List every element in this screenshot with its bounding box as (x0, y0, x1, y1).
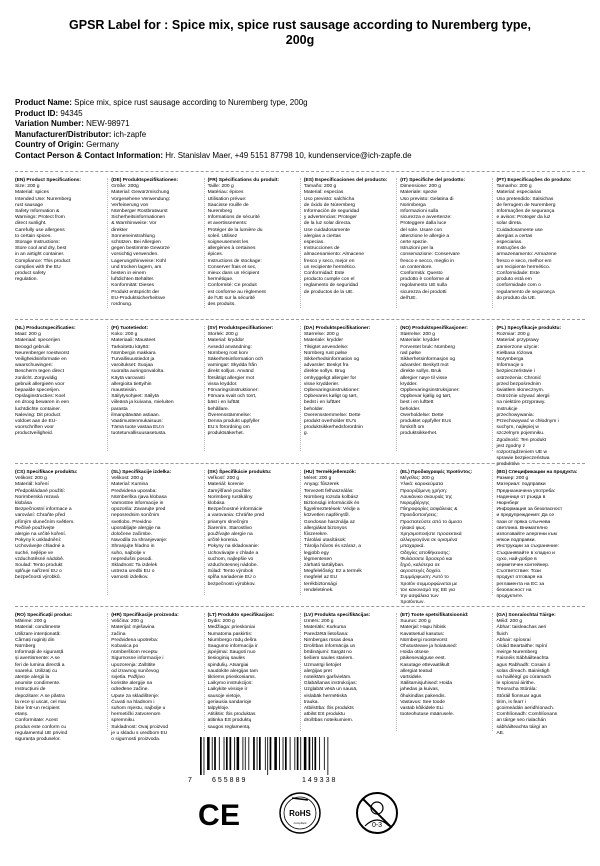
divider (15, 319, 585, 320)
header-row (15, 98, 590, 109)
spec-cell (108, 470, 204, 595)
barcode-bar (248, 737, 249, 770)
spec-row-1 (12, 178, 590, 308)
spec-heading: (HU) Termékjellemzők: (303, 470, 357, 475)
spec-row-4 (12, 613, 590, 743)
spec-heading: (LV) Produkta specifikācijas: (303, 613, 371, 618)
spec-heading: (NL) Productspecificaties: (15, 326, 76, 331)
spec-text: Størrelse: 200 g Materiale: krydder Tilsigtet anvendelse: Nürnberg rust pølse Sikkerhedsinformation og advarsler: Beskyt fra direkte sollys. Brug omhyggeligt allergier for visse krydderier. Opbevaringsinstruktioner: Opbevares køligt og tørt, bedst i en lufttæt beholder. Overensstemmelse: Dette produkt overholder EU's produktsikkerhedsforordnin g. (303, 332, 363, 437)
barcode-bar (259, 737, 261, 770)
spec-text: Veľkosť: 200 g Materiál: korenie Zamýšľané použitie: Norimberg rustikálny klobása Bezpečnostné informácie a varovania: Chráňte pred priamym slnečným žiarením. Starostlivo používajte alergie na určité korenia. Pokyny na skladovanie: Uchovávajte v chlade a suchom, najlepšie vo vzduchotesnej nádobe. Súlad: Tento výrobok spĺňa nariadenie EÚ o bezpečnosti výrobkov. (207, 476, 265, 587)
not-for-children-icon (357, 793, 397, 833)
header-row (15, 130, 590, 141)
spec-heading: (LT) Produkto specifikacijos: (207, 613, 275, 618)
spec-text: Méid: 200 g Ábhar: taisleachas aeri fluich Abhair: spíosraí Úsáid Beartaithe: Ispíní meirge Nuremberg Faisnéis Sábháilteachta agus Rabhadh: Cosain ó solas díreach. Bainistigh na hailléirgí go cúramach le spíosraí áirithe. Treoracha Stórála: Stóráil fionnuar agus tirim, is fearr i gcoimeádán aeridhíonach. Comhlíonadh: Comhlíonann an táirge seo rialachán sábháilteachta táirgí an AE. (496, 619, 558, 736)
ce-mark-icon (198, 799, 240, 832)
spec-cell (205, 470, 301, 595)
barcode-bar (309, 737, 311, 770)
spec-text: Izmērs: 200 g Materiāls: Kurkuma Paredzētā lietošana: Nirnbergas rūsas desa Drošības informācija un brīdinājumi: Sargāt no tiešiem saules stariem. Uzmanīgi lietojiet alerģijas pret noteiktām garšvielām. Glabāšanas instrukcijas: Uzglabāt vēsā un sausā, vislabāk hermētiskā trauka. Atbilstība: Šis produkts atbilst ES produktu drošības noteikumiem. (303, 619, 358, 724)
product-header (15, 98, 590, 161)
header-row (15, 140, 590, 151)
header-value: ich-zapfe (113, 129, 147, 139)
spec-cell (493, 178, 589, 308)
barcode-bar (219, 737, 220, 770)
barcode-bar (297, 737, 299, 770)
compliance-marks (195, 788, 405, 838)
spec-text: Rozmiar: 200 g Materiał: przyprawy Zamierzone użycie: Kiełbasa różowa Norymberga Informacje o bezpieczeństwie i ostrzeżenia: Chronić przed bezpośrednim światłem słonecznym. Ostrożnie używać alergii na niektóre przyprawy. Instrukcje przechowywania: Przechowywać w chłodnym i suchym, najlepiej w szczelnym pojemniku. Zgodność: Ten produkt jest zgodny z rozporządzeniem UE w sprawie bezpieczeństwa produktów. (496, 332, 559, 468)
spec-cell (493, 326, 589, 468)
header-key: Contact Person & Contact Information: (15, 150, 164, 160)
barcode-bar (224, 737, 225, 770)
header-row (15, 119, 590, 130)
spec-cell (493, 470, 589, 600)
spec-cell (205, 613, 301, 731)
spec-cell (301, 470, 397, 595)
barcode-bar (230, 737, 232, 770)
spec-text: Veličina: 200 g Materijal: mješavina začina Predviđena upotreba: Kobasica po nürnberškom receptu Sigurnosne informacije i upozorenja: Zaštitite od izravnog sunčevog svjetla. Pažljivo koristite alergije na određene začine. Upute za skladištenje: Čuvati na hladnom i suhom mjestu, najbolje u hermetički zatvorenom spremniku. Sukladnost: Ovaj proizvod je u skladu s uredbom EU o sigurnosti proizvoda. (111, 619, 169, 743)
spec-cell (108, 613, 204, 743)
barcode-bar (327, 737, 328, 775)
spec-heading: (SL) Specifikacije izdelka: (111, 470, 172, 475)
barcode-bar (312, 737, 313, 770)
barcode-bar (270, 737, 272, 770)
spec-text: Størrelse: 200 g Materiale: krydder Forventet bruk: Nürnberg rød pølse Sikkerhetsinformasjon og advarsler: Beskytt mot direkte sollys. Bruk allergier nøye til visse krydder. Oppbevaringsinstruksjoner: Oppbevar kjølig og tørt, best i en lufttett beholder. Overholdelse: Dette produktet oppfyller EUs forskrift om produktsikkerhet. (400, 332, 460, 437)
spec-cell (108, 326, 204, 451)
barcode-bar (214, 737, 216, 770)
header-key: Country of Origin: (15, 140, 84, 149)
spec-heading: (EN) Product Specifications: (15, 178, 82, 183)
spec-text: Dydis: 200 g Medžiaga: prieskoniai Numatoma paskirtis: Niurnbergo rūdų dešra Saugumo informacija ir įspėjimai: Saugoti nuo tiesioginių saulės spindulių. Atsargiai naudokite alergijas tam tikriems prieskoniams. Laikymo instrukcijos: Laikykite vėsioje ir sausoje vietoje, geriausia sandarioje talpykloje. Atitiktis: Šis produktas atitinka ES produktų saugos reglamentą. (207, 619, 258, 730)
header-value: NEW-98971 (86, 119, 130, 128)
barcode-group-left: 655889 (212, 777, 248, 784)
header-key: Variation Number: (15, 119, 84, 128)
spec-heading: (BG) Спецификации на продукта: (496, 470, 578, 475)
ean-barcode (196, 737, 371, 775)
spec-text: Méret: 200 g Anyag: fűszerek Tervezett felhasználás: Nürnberg rozsda kolbász Biztonsági információk és figyelmeztetések: Védje a közvetlen napfénytől. Gondosan használja az allergiákat bizonyos fűszerekre. Tárolási utasítások: Tárolja hűvös és száraz, a legjobb egy légmentesen zárható tartályban. Megfelelőség: Ez a termék megfelel az EU terékbiztonsági rendeletének. (303, 476, 362, 593)
spec-heading: (IT) Specifiche del prodotto: (400, 178, 466, 183)
spec-text: Mărime: 200 g Material: condimente Utilizare intenționată: Cârnați ruginiți din Nürnberg Informații de siguranță și avertismente: A se feri de lumina directă a soarelui. Utilizați cu atenție alergii la anumite condimente. Instrucțiuni de depozitare: A se păstra la rece și uscat, cel mai bine într-un recipient etanș. Conformitate: Acest produs este conform cu regulamentul UE privind siguranța produselor. (15, 619, 68, 743)
spec-cell (397, 470, 493, 606)
spec-text: Tamanho: 200 g Material: especiarias Uso pretendido: Salsichas de ferrugem de Nuremberg Informações de segurança e avisos: Proteger da luz solar direta. Cuidadosamente use alergias a certas especiarias. Instruções de armazenamento: Armazene fresco e seco, melhor em um recipiente hermético. Conformidade: Este produto está em conformidade com o regulamento de segurança do produto da UE. (496, 184, 557, 301)
spec-row-3 (12, 470, 590, 606)
barcode-bar (324, 737, 325, 770)
barcode-bar (274, 737, 277, 770)
spec-cell (397, 613, 493, 731)
spec-text: Dimensione: 200 g Materiale: spezie Uso previsto: Gelatina di Norimberga Informazioni sulla sicurezza e avvertenze: Proteggere dalla luce del sole. Usare con attenzione le allergie a certe spezie. Istruzioni per la conservazione: Conservare fresco e secco, meglio in un contenitore. Conformità: Questo prodotto è conforme al regolamento UE sulla sicurezza dei prodotti dell'UE. (400, 184, 460, 301)
spec-text: Tamaño: 200 g Material: especias Uso previsto: salchicha de óxido de Núremberg Información de seguridad y advertencias: Proteger de la luz solar directa. Use cuidadosamente alergias a ciertas especias. Instrucciones de almacenamiento: Almacene fresco y seco, mejor en un recipiente hermético. Conformidad: Este producto cumple con el reglamento de seguridad de productos de la UE. (303, 184, 364, 295)
spec-cell (12, 613, 108, 743)
spec-text: Μέγεθος: 200 g Υλικό: καρυκεύματα Προοριζόμενη χρήση: Λουκάνικο σκουριάς της Νυρεμβέργης Πληροφορίες ασφάλειας & Προειδοποιήσεις: Προστατεύστε από το άμεσο ηλιακό φως. Χρησιμοποιήστε προσεκτικά αλλεργιογόνα σε ορισμένα μπαχαρικά. Οδηγίες αποθήκευσης: Φυλάσσετε δροσερό και ξηρό, καλύτερα σε αεροστεγές δοχείο. Συμμόρφωση: Αυτό το προϊόν συμμορφώνεται με τον κανονισμό της ΕΕ για την ασφάλεια των προϊόντων. (400, 476, 462, 606)
barcode-bar (294, 737, 295, 770)
spec-text: Koko: 200 g Materiaali: Mausteet Tarkoitettu käyttö: Nürnbergin makkara Turvallisuustiedot ja varoitukset: Suojaa suoralta auringonvalolta. Käytä varovasti allergioita tiettyihin mausteisiin. Säilytysohjeet: Säilytä viileänä ja kuivana, mieluiten parasta ilmanpitävään astiaan. Vaatimustenmukaisuus: Tämä tuote vastaa EU:n tuoteturvallisuusasetusta. (111, 332, 174, 437)
spec-heading: (SV) Produktspecifikationer: (207, 326, 274, 331)
barcode-bar (245, 737, 246, 770)
spec-heading: (PT) Especificações do produto: (496, 178, 572, 183)
barcode-bar (237, 737, 240, 770)
spec-cell (301, 613, 397, 731)
spec-heading: (SK) Špecifikácie produktu: (207, 470, 272, 475)
spec-text: Suurus: 200 g Materjal: Hapu hibisk Kavatsetud kasutus: Nürnbergi roostevorst Ohutusteave ja hoiatused: Hoida otsese päikesevalguse eest. Kasutage ettevaatlikult allergiat teatud vürtsidele. Säilitamisjuhised: Hoida jahedas ja kuivas, õhukindlas pakendis. Vastavus: See toode vastab kõikidele ELi tooteohutuse määrusele. (400, 619, 458, 718)
header-key: Product Name: (15, 98, 72, 107)
header-value: Spice mix, spice rust sausage according to Nuremberg type, 200g (74, 98, 308, 107)
spec-heading: (GA) Sonraíochtaí Táirge: (496, 613, 556, 618)
spec-cell (12, 178, 108, 308)
spec-heading: (DA) Produktspecifikationer: (303, 326, 371, 331)
spec-text: Größe: 200g Material: Gewürzmischung Vorgesehene Verwendung: Verfeinerung von Nürnberger Rostbratwurst Sicherheitsinformationen & Warnhinweise: Vor direkter Sonneneinstrahlung schützen. Bei Allergien gegen bestimmte Gewürze vorsichtig verwenden. Lagerungshinweise: Kühl und trocken lagern, am besten in einem luftdichten Behälter. Konformität: Dieses Produkt entspricht der EU-Produktsicherheitsve rordnung. (111, 184, 171, 308)
spec-row-2 (12, 326, 590, 468)
spec-heading: (FI) Tuotetiedot: (111, 326, 149, 331)
spec-cell (301, 178, 397, 308)
header-row (15, 151, 590, 162)
barcode-group-right: 149338 (302, 777, 338, 784)
barcode-bar (234, 737, 235, 770)
svg-text:compliant: compliant (293, 821, 307, 825)
header-row (15, 109, 590, 120)
divider (15, 606, 585, 607)
spec-text: Velikost: 200 g Materiál: koření Předpokládané použití: Norimberská rezavá klobása Bezpečnostní informace a varování: Chraňte před přímým slunečním světlem. Pečlivě používejte alergie na určité koření. Pokyny k uskladnění: Uchovávejte chladné a suché, nejlépe ve vzduchotěsné nádobě. Soulad: Tento produkt splňuje nařízení EU o bezpečnosti výrobků. (15, 476, 75, 581)
spec-heading: (DE) Produktspezifikationen: (111, 178, 179, 183)
spec-cell (397, 178, 493, 308)
spec-heading: (RO) Specificații produs: (15, 613, 73, 618)
barcode-bar (265, 737, 266, 770)
svg-text:RoHS: RoHS (289, 809, 311, 818)
divider (15, 463, 585, 464)
spec-heading: (ET) Toote spetsifikatsioonid: (400, 613, 469, 618)
spec-text: Velikost: 200 g Material: Kumina Predvidena uporaba: Nürnberška rjava klobasa Varnostne informacije in opozorila: Zavarujte pred neposrednim sončnim svetlobo. Previdno uporabljajte alergije na določene začimbe. Navodila za shranjevanje: Shranjujte hladno in suho, najbolje v nepredušni posodi. Skladnost: Ta izdelek ustreza uredbi EU o varnosti izdelkov. (111, 476, 168, 581)
page-title: GPSR Label for : Spice mix, spice rust sausage according to Nuremberg type, 200g (69, 18, 531, 47)
barcode-bar (285, 737, 287, 770)
header-value: Germany (86, 140, 120, 149)
barcode-bar (242, 737, 243, 770)
spec-heading: (NO) Produktspesifikasjoner: (400, 326, 468, 331)
barcode-bar (200, 737, 202, 775)
spec-heading: (CS) Specifikace produktu: (15, 470, 78, 475)
spec-heading: (EL) Προδιαγραφές προϊόντος: (400, 470, 473, 475)
spec-text: Size: 200 g Material: spices Intended Use: Nuremberg rust sausage Safety Information & Warnings: Protect from direct sunlight. Carefully use allergens to certain spices. Storage Instructions: Store cool and dry, best in an airtight container. Compliance: This product complies with the EU product safety regulation. (15, 184, 72, 283)
svg-text:0-3: 0-3 (371, 822, 383, 829)
barcode-bar (257, 737, 258, 770)
barcode-digit: 7 (188, 777, 192, 784)
spec-text: Taille: 200 g Matériau: épices Utilisation prévue: Saucisse rouille de Nuremberg Informations de sécurité et avertissements: Protéger de la lumière du soleil. Utilisez soigneusement les allergènes à certaines épices. Instructions de stockage: Conserver frais et sec, mieux dans un récipient hermétique. Conformité: Ce produit est conforme au règlement de l'UE sur la sécurité des produits. (207, 184, 266, 308)
header-value: Hr. Stanislav Maer, +49 5151 87798 10, kundenservice@ich-zapfe.de (165, 150, 412, 160)
barcode-bar (304, 737, 307, 770)
spec-heading: (HR) Specifikacije proizvoda: (111, 613, 179, 618)
rohs-icon (280, 793, 320, 833)
svg-text:C: C (198, 799, 220, 832)
spec-text: Maat: 200 g Materiaal: specerijen Beoogd gebruik: Neurenberger roestworst Veiligheidsinformatie en waarschuwingen: Bescherm tegen direct zonlicht. Zorgvuldig gebruik allergieën voor bepaalde specerijen. Opslaginstructies: Koel en droog bewaren in een luchtdichte container. Naleving: Dit product voldoet aan de EU- voorschriften voor productveiligheid. (15, 332, 70, 437)
barcode-bar (267, 737, 268, 775)
spec-heading: (PL) Specyfikacje produktu: (496, 326, 562, 331)
spec-cell (205, 326, 301, 451)
header-key: Product ID: (15, 108, 59, 118)
header-key: Manufacturer/Distributor: (15, 129, 112, 139)
spec-text: Storlek: 200 g Material: kryddor Avsedd användning: Nürnberg rost korv Säkerhetsinformation och varningar: Skydda från direkt solljus. Använd försiktigt allergier mot vissa kryddor. Förvaringsinstruktioner: Förvara svalt och torrt, bäst i en lufttät behållare. Överensstämmelse: Denna produkt uppfyller EU:s förordning om produktsäkerhet. (207, 332, 264, 437)
barcode-bar (314, 737, 316, 770)
spec-cell (493, 613, 589, 736)
spec-cell (205, 178, 301, 308)
spec-cell (301, 326, 397, 451)
barcode-bar (279, 737, 280, 770)
spec-cell (12, 326, 108, 451)
svg-text:E: E (220, 799, 241, 832)
spec-heading: (FR) Spécifications du produit: (207, 178, 280, 183)
spec-cell (108, 178, 204, 308)
barcode-bar (253, 737, 255, 770)
barcode-bar (212, 737, 213, 770)
barcode-bar (204, 737, 205, 775)
barcode-bar (226, 737, 228, 770)
barcode-bar (319, 737, 320, 770)
barcode-bar (283, 737, 284, 770)
header-value: 94345 (60, 108, 83, 118)
spec-heading: (ES) Especificaciones del producto: (303, 178, 388, 183)
divider (15, 171, 585, 172)
barcode-bar (300, 737, 301, 770)
spec-cell (397, 326, 493, 451)
spec-text: Размер: 200 g Материал: подправки Предназначена употреба: Надениця от ръжда в Нюрнберг Информация за безопасност и предупреждения: Да се пази от пряка слънчева светлина. Внимателно използвайте алергени към някои подправки. Инструкции за съхранение: Съхранявайте в хладно и сухо, най-добре в херметичен контейнер. Съответствие: Този продукт отговаря на регламента на ЕС за безопасност на продуктите. (496, 476, 563, 600)
spec-cell (12, 470, 108, 595)
barcode-bar (290, 737, 291, 770)
barcode-bar (207, 737, 210, 770)
